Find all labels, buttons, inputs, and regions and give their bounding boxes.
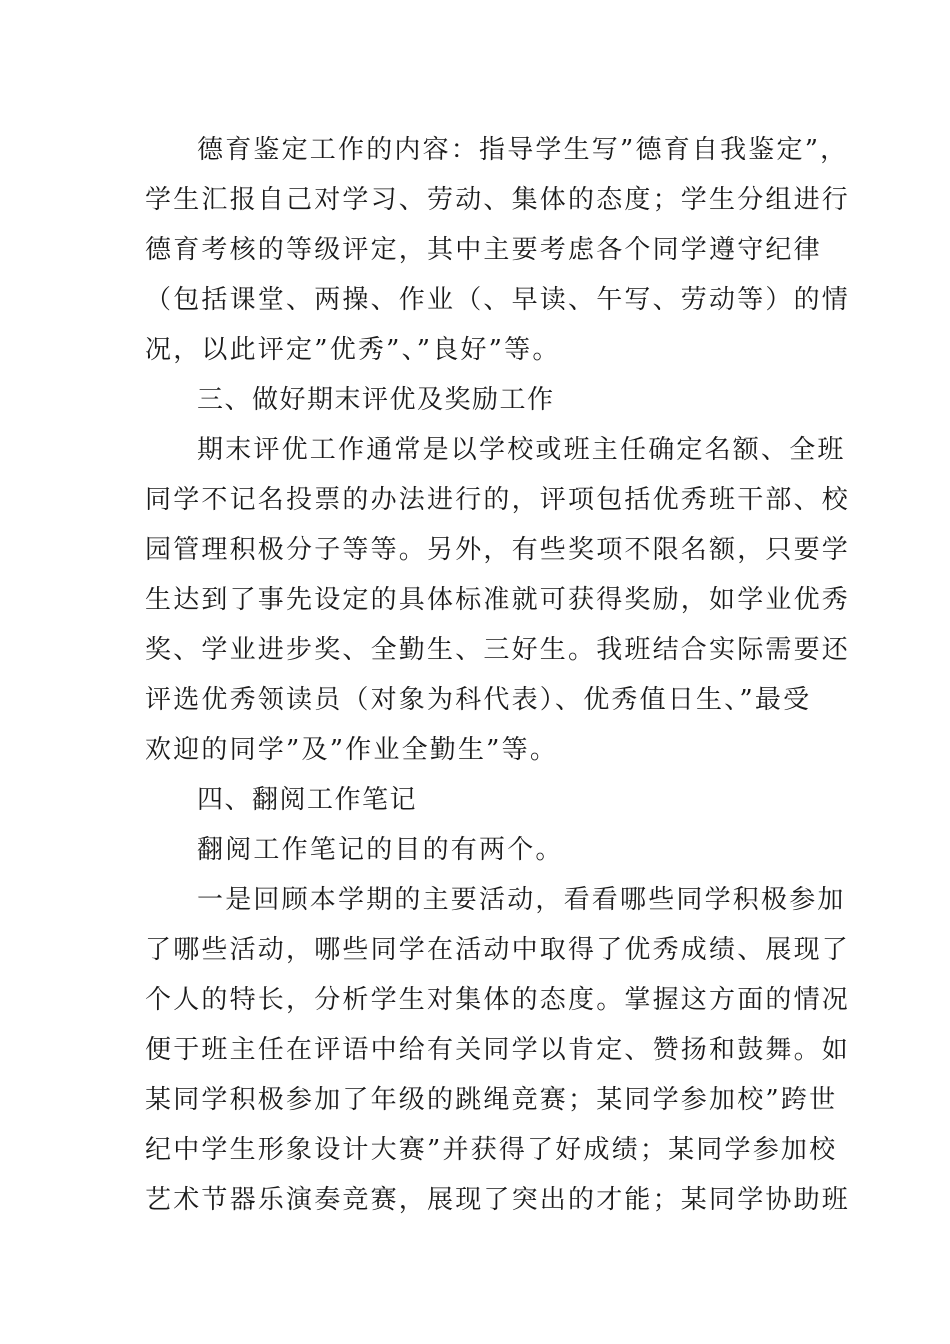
paragraph-line: 一是回顾本学期的主要活动，看看哪些同学积极参加 — [197, 885, 846, 915]
paragraph-line: 园管理积极分子等等。另外，有些奖项不限名额，只要学 — [145, 535, 851, 565]
paragraph-line: 德育考核的等级评定，其中主要考虑各个同学遵守纪律 — [145, 235, 822, 265]
paragraph-line: 奖、学业进步奖、全勤生、三好生。我班结合实际需要还 — [145, 635, 851, 665]
paragraph-line: 便于班主任在评语中给有关同学以肯定、赞扬和鼓舞。如 — [145, 1035, 851, 1065]
section-heading: 四、翻阅工作笔记 — [197, 785, 418, 815]
paragraph-line: 期末评优工作通常是以学校或班主任确定名额、全班 — [197, 435, 846, 465]
paragraph-line: 评选优秀领读员（对象为科代表）、优秀值日生、”最受 — [145, 685, 812, 715]
paragraph-line: 况，以此评定”优秀”、”良好”等。 — [145, 335, 561, 365]
paragraph-line: （包括课堂、两操、作业（、早读、午写、劳动等）的情 — [145, 285, 851, 315]
section-heading: 三、做好期末评优及奖励工作 — [197, 385, 555, 415]
paragraph-line: 翻阅工作笔记的目的有两个。 — [197, 835, 564, 865]
paragraph-line: 德育鉴定工作的内容：指导学生写”德育自我鉴定”， — [197, 135, 849, 165]
paragraph-line: 欢迎的同学”及”作业全勤生”等。 — [145, 735, 559, 765]
paragraph-line: 纪中学生形象设计大赛”并获得了好成绩；某同学参加校 — [145, 1135, 838, 1165]
paragraph-line: 生达到了事先设定的具体标准就可获得奖励，如学业优秀 — [145, 585, 851, 615]
paragraph-line: 了哪些活动，哪些同学在活动中取得了优秀成绩、展现了 — [145, 935, 851, 965]
paragraph-line: 同学不记名投票的办法进行的，评项包括优秀班干部、校 — [145, 485, 851, 515]
paragraph-line: 某同学积极参加了年级的跳绳竞赛；某同学参加校”跨世 — [145, 1085, 838, 1115]
paragraph-line: 个人的特长，分析学生对集体的态度。掌握这方面的情况 — [145, 985, 851, 1015]
paragraph-line: 艺术节器乐演奏竞赛，展现了突出的才能；某同学协助班 — [145, 1185, 851, 1215]
paragraph-line: 学生汇报自己对学习、劳动、集体的态度；学生分组进行 — [145, 185, 851, 215]
